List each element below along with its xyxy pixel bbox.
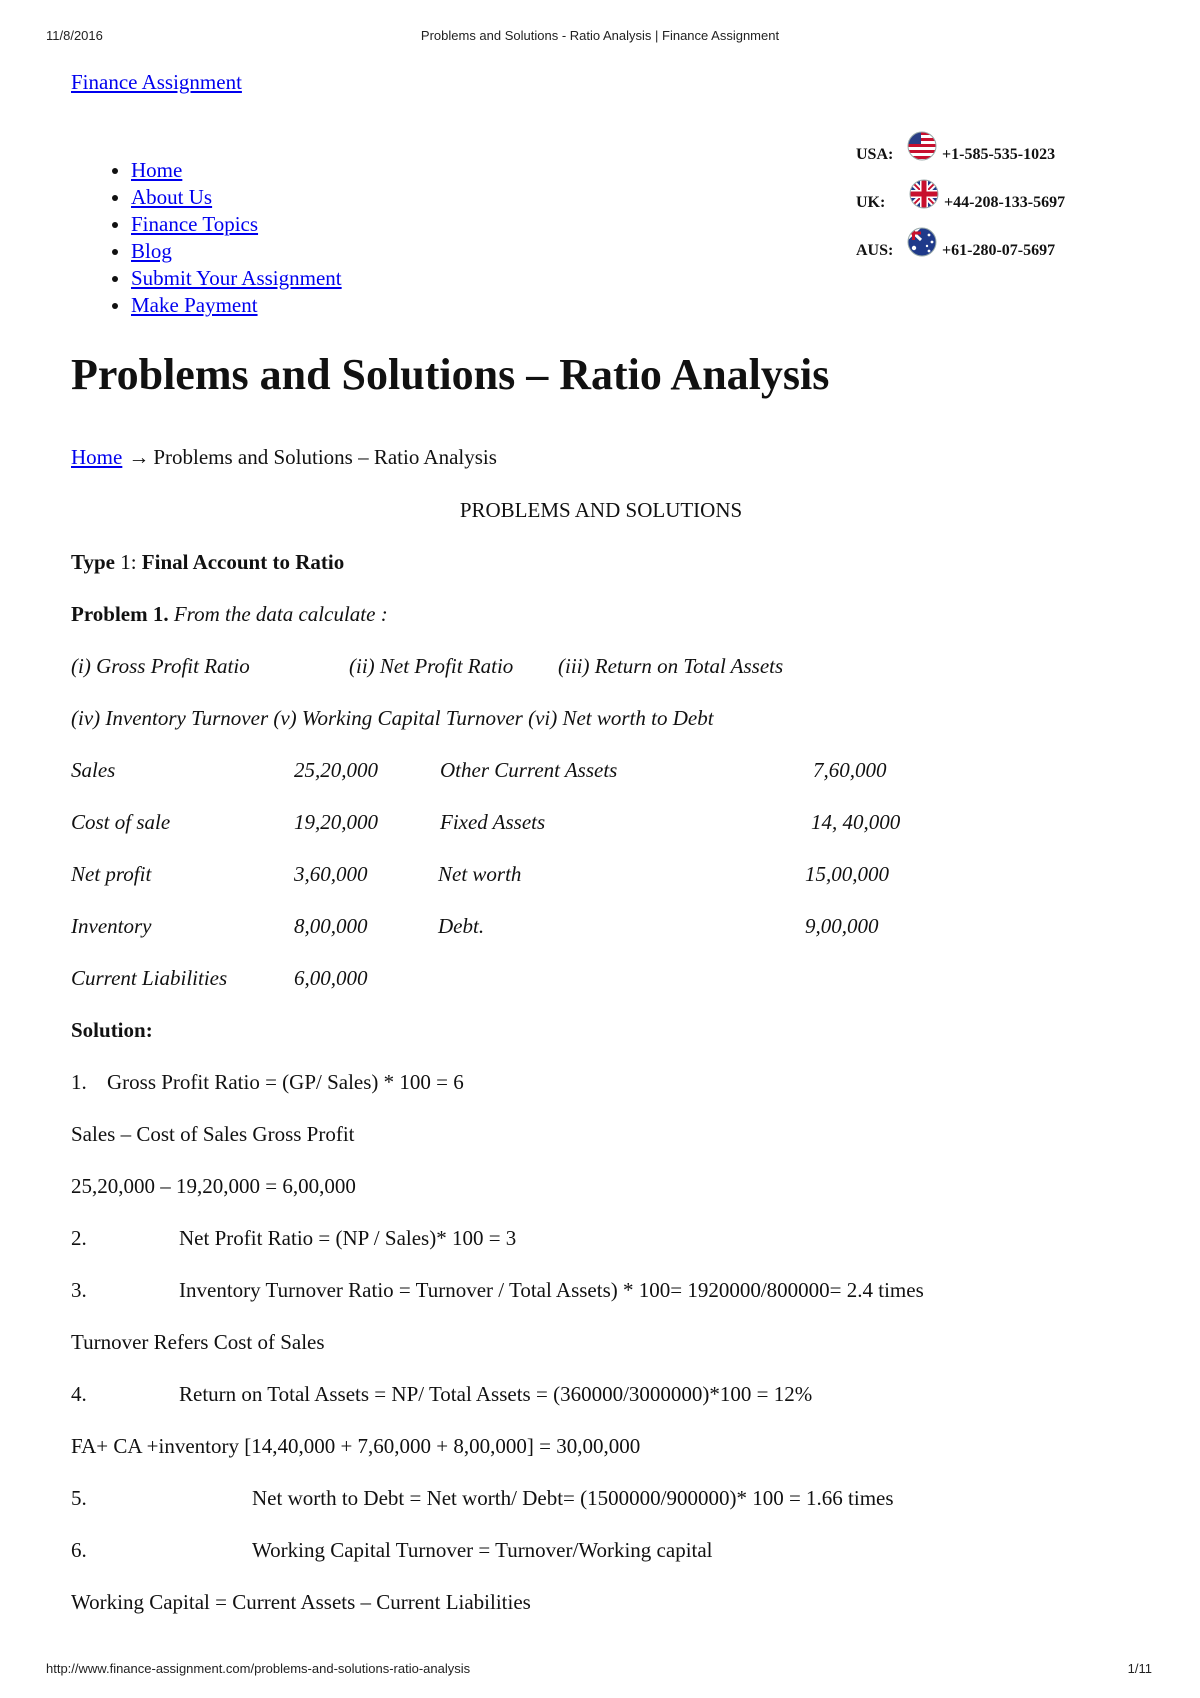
- data-label: Fixed Assets: [440, 810, 546, 834]
- nav-item-submit-assignment: [131, 265, 342, 292]
- data-row: [71, 808, 1131, 860]
- nav-link-blog[interactable]: Blog: [131, 239, 172, 263]
- data-label: Sales: [71, 758, 116, 782]
- country-label: AUS:: [856, 242, 894, 259]
- data-value: 6,00,000: [294, 966, 368, 990]
- phone-number: +44-208-133-5697: [944, 194, 1066, 211]
- us-flag-icon: [906, 130, 938, 167]
- section-heading: PROBLEMS AND SOLUTIONS: [459, 498, 743, 522]
- breadcrumb-arrow-icon: →: [128, 445, 150, 469]
- nav-link-make-payment[interactable]: Make Payment: [131, 293, 258, 317]
- print-date: 11/8/2016: [46, 28, 103, 43]
- step-number: 6.: [71, 1538, 87, 1562]
- page-title: Problems and Solutions – Ratio Analysis: [71, 350, 830, 399]
- data-label: Net worth: [438, 862, 522, 886]
- data-value: 9,00,000: [805, 914, 879, 938]
- data-label: Net profit: [71, 862, 152, 886]
- phone-number: +1-585-535-1023: [942, 146, 1056, 163]
- data-value: 25,20,000: [294, 758, 378, 782]
- data-label: Other Current Assets: [440, 758, 618, 782]
- solution-line: Working Capital = Current Assets – Current Liabilities: [71, 1590, 531, 1614]
- data-value: 8,00,000: [294, 914, 368, 938]
- nav-item-about-us: [131, 184, 342, 211]
- article-content: [71, 496, 1131, 1640]
- data-row: [71, 964, 1131, 1016]
- nav-item-finance-topics: [131, 211, 342, 238]
- requirements-row-2: (iv) Inventory Turnover (v) Working Capital Turnover (vi) Net worth to Debt: [71, 706, 714, 730]
- data-row: [71, 860, 1131, 912]
- uk-flag-icon: [908, 178, 940, 215]
- data-label: Cost of sale: [71, 810, 171, 834]
- print-page-title: Problems and Solutions - Ratio Analysis | Finance Assignment: [420, 28, 780, 43]
- step-number: 4.: [71, 1382, 87, 1406]
- step-number: 1.: [71, 1070, 87, 1094]
- requirement-item: (ii) Net Profit Ratio: [349, 654, 514, 678]
- breadcrumb: [71, 445, 497, 470]
- solution-step: [71, 1276, 1131, 1328]
- solution-line: 25,20,000 – 19,20,000 = 6,00,000: [71, 1174, 356, 1198]
- data-label: Inventory: [71, 914, 152, 938]
- step-text: Inventory Turnover Ratio = Turnover / Total Assets) * 100= 1920000/800000= 2.4 times: [179, 1278, 924, 1302]
- problem-label: Problem 1.: [71, 602, 169, 626]
- type-title: Final Account to Ratio: [141, 550, 345, 574]
- data-row: [71, 756, 1131, 808]
- main-nav: [96, 157, 342, 319]
- solution-line: Turnover Refers Cost of Sales: [71, 1330, 325, 1354]
- nav-link-home[interactable]: Home: [131, 158, 183, 182]
- data-row: [71, 912, 1131, 964]
- type-number: 1:: [114, 550, 142, 574]
- problem-text: From the data calculate :: [168, 602, 388, 626]
- type-heading: [71, 548, 1131, 600]
- data-label: Debt.: [438, 914, 485, 938]
- country-label: UK:: [856, 194, 886, 211]
- solution-heading: Solution:: [71, 1018, 153, 1042]
- breadcrumb-current: Problems and Solutions – Ratio Analysis: [153, 445, 497, 469]
- problem-statement: [71, 600, 1131, 652]
- solution-step: [71, 1224, 1131, 1276]
- site-title-link[interactable]: Finance Assignment: [71, 70, 242, 94]
- solution-step: [71, 1068, 1131, 1120]
- step-number: 5.: [71, 1486, 87, 1510]
- step-text: Return on Total Assets = NP/ Total Assets = (360000/3000000)*100 = 12%: [179, 1382, 813, 1406]
- step-text: Gross Profit Ratio = (GP/ Sales) * 100 = 6: [107, 1070, 464, 1094]
- step-text: Net worth to Debt = Net worth/ Debt= (1500000/900000)* 100 = 1.66 times: [252, 1486, 894, 1510]
- nav-link-finance-topics[interactable]: Finance Topics: [131, 212, 259, 236]
- solution-step: [71, 1484, 1131, 1536]
- nav-item-blog: [131, 238, 342, 265]
- requirements-row-1: [71, 652, 1131, 704]
- data-value: 14, 40,000: [811, 810, 901, 834]
- nav-link-about-us[interactable]: About Us: [131, 185, 213, 209]
- step-number: 3.: [71, 1278, 87, 1302]
- data-value: 15,00,000: [805, 862, 889, 886]
- country-label: USA:: [856, 146, 894, 163]
- data-value: 19,20,000: [294, 810, 378, 834]
- step-text: Net Profit Ratio = (NP / Sales)* 100 = 3: [179, 1226, 517, 1250]
- nav-item-make-payment: [131, 292, 342, 319]
- australia-flag-icon: [906, 226, 938, 263]
- print-page-number: 1/11: [1127, 1661, 1152, 1676]
- solution-line: Sales – Cost of Sales Gross Profit: [71, 1122, 355, 1146]
- requirement-item: (i) Gross Profit Ratio: [71, 654, 250, 678]
- step-text: Working Capital Turnover = Turnover/Working capital: [252, 1538, 713, 1562]
- data-label: Current Liabilities: [71, 966, 228, 990]
- nav-link-submit-assignment[interactable]: Submit Your Assignment: [131, 266, 342, 290]
- solution-step: [71, 1536, 1131, 1588]
- type-label: Type: [71, 550, 115, 574]
- phone-number: +61-280-07-5697: [942, 242, 1056, 259]
- breadcrumb-home-link[interactable]: Home: [71, 445, 123, 469]
- step-number: 2.: [71, 1226, 87, 1250]
- data-value: 3,60,000: [294, 862, 368, 886]
- solution-step: [71, 1380, 1131, 1432]
- nav-item-home: [131, 157, 342, 184]
- requirement-item: (iii) Return on Total Assets: [558, 654, 784, 678]
- data-value: 7,60,000: [813, 758, 887, 782]
- print-url: http://www.finance-assignment.com/problems-and-solutions-ratio-analysis: [46, 1661, 471, 1676]
- solution-line: FA+ CA +inventory [14,40,000 + 7,60,000 + 8,00,000] = 30,00,000: [71, 1434, 641, 1458]
